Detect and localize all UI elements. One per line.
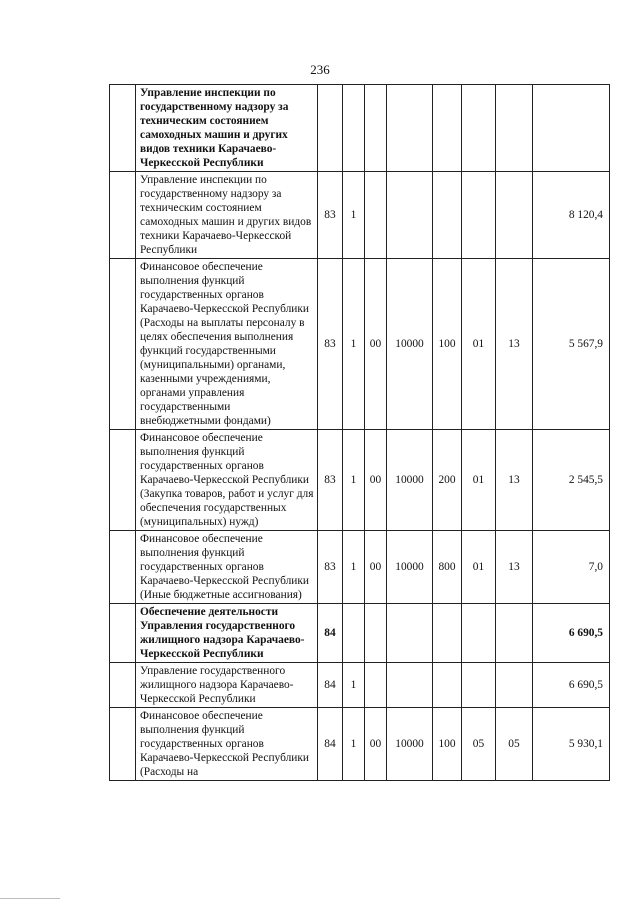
- amount-cell: 7,0: [533, 531, 610, 604]
- table-row: [110, 708, 610, 781]
- subdivision-code-cell: [496, 85, 533, 172]
- section-code-cell: 1: [343, 430, 365, 531]
- budget-table: [109, 84, 610, 781]
- program-code-cell: 00: [365, 531, 387, 604]
- table-row: [110, 259, 610, 430]
- division-code-cell: 01: [462, 259, 496, 430]
- amount-cell: 5 930,1: [533, 708, 610, 781]
- program-code-cell: [365, 172, 387, 259]
- name-cell: Финансовое обеспечение выполнения функций государственных органов Карачаево-Черкесской Республики (Расходы на выплаты персоналу в целях обеспечения выполнения функций государственными (муниципальными) органами, казенными учреждениями, органами управления государственными внебюджетными фондами): [136, 259, 318, 430]
- item-code-cell: [387, 604, 433, 663]
- item-code-cell: [387, 663, 433, 708]
- division-code-cell: 01: [462, 430, 496, 531]
- subdivision-code-cell: 13: [496, 430, 533, 531]
- admin-code-cell: 83: [318, 172, 343, 259]
- expense-type-cell: [433, 85, 462, 172]
- division-code-cell: [462, 604, 496, 663]
- section-code-cell: [343, 85, 365, 172]
- expense-type-cell: [433, 172, 462, 259]
- admin-code-cell: 83: [318, 531, 343, 604]
- item-code-cell: 10000: [387, 531, 433, 604]
- amount-cell: 6 690,5: [533, 604, 610, 663]
- division-code-cell: [462, 85, 496, 172]
- margin-cell: [110, 85, 136, 172]
- admin-code-cell: [318, 85, 343, 172]
- amount-cell: 8 120,4: [533, 172, 610, 259]
- table-row: [110, 604, 610, 663]
- name-cell: Финансовое обеспечение выполнения функций государственных органов Карачаево-Черкесской Республики (Иные бюджетные ассигнования): [136, 531, 318, 604]
- item-code-cell: 10000: [387, 708, 433, 781]
- admin-code-cell: 83: [318, 430, 343, 531]
- section-code-cell: 1: [343, 663, 365, 708]
- expense-type-cell: 100: [433, 259, 462, 430]
- division-code-cell: [462, 663, 496, 708]
- section-code-cell: [343, 604, 365, 663]
- subdivision-code-cell: [496, 172, 533, 259]
- division-code-cell: 05: [462, 708, 496, 781]
- admin-code-cell: 84: [318, 604, 343, 663]
- section-code-cell: 1: [343, 259, 365, 430]
- item-code-cell: 10000: [387, 430, 433, 531]
- amount-cell: 6 690,5: [533, 663, 610, 708]
- item-code-cell: [387, 172, 433, 259]
- subdivision-code-cell: 13: [496, 531, 533, 604]
- program-code-cell: 00: [365, 259, 387, 430]
- name-cell: Управление инспекции по государственному надзору за техническим состоянием самоходных машин и других видов техники Карачаево-Черкесской Республики: [136, 172, 318, 259]
- expense-type-cell: [433, 663, 462, 708]
- margin-cell: [110, 172, 136, 259]
- margin-cell: [110, 430, 136, 531]
- admin-code-cell: 84: [318, 708, 343, 781]
- name-cell: Управление инспекции по государственному надзору за техническим состоянием самоходных машин и других видов техники Карачаево-Черкесской Республики: [136, 85, 318, 172]
- margin-cell: [110, 663, 136, 708]
- admin-code-cell: 84: [318, 663, 343, 708]
- expense-type-cell: 200: [433, 430, 462, 531]
- amount-cell: 2 545,5: [533, 430, 610, 531]
- item-code-cell: [387, 85, 433, 172]
- name-cell: Финансовое обеспечение выполнения функций государственных органов Карачаево-Черкесской Республики (Расходы на: [136, 708, 318, 781]
- name-cell: Управление государственного жилищного надзора Карачаево-Черкесской Республики: [136, 663, 318, 708]
- amount-cell: 5 567,9: [533, 259, 610, 430]
- admin-code-cell: 83: [318, 259, 343, 430]
- division-code-cell: 01: [462, 531, 496, 604]
- table-row: [110, 663, 610, 708]
- scan-edge-mark: [0, 898, 60, 899]
- expense-type-cell: [433, 604, 462, 663]
- item-code-cell: 10000: [387, 259, 433, 430]
- section-code-cell: 1: [343, 708, 365, 781]
- section-code-cell: 1: [343, 172, 365, 259]
- division-code-cell: [462, 172, 496, 259]
- subdivision-code-cell: [496, 604, 533, 663]
- name-cell: Обеспечение деятельности Управления государственного жилищного надзора Карачаево-Черкесской Республики: [136, 604, 318, 663]
- margin-cell: [110, 604, 136, 663]
- subdivision-code-cell: [496, 663, 533, 708]
- page-number: 236: [310, 62, 330, 77]
- program-code-cell: 00: [365, 430, 387, 531]
- margin-cell: [110, 708, 136, 781]
- margin-cell: [110, 531, 136, 604]
- subdivision-code-cell: 05: [496, 708, 533, 781]
- amount-cell: [533, 85, 610, 172]
- margin-cell: [110, 259, 136, 430]
- program-code-cell: [365, 663, 387, 708]
- subdivision-code-cell: 13: [496, 259, 533, 430]
- section-code-cell: 1: [343, 531, 365, 604]
- table-row: [110, 430, 610, 531]
- program-code-cell: [365, 604, 387, 663]
- table-row: [110, 172, 610, 259]
- program-code-cell: 00: [365, 708, 387, 781]
- expense-type-cell: 100: [433, 708, 462, 781]
- program-code-cell: [365, 85, 387, 172]
- expense-type-cell: 800: [433, 531, 462, 604]
- table-row: [110, 85, 610, 172]
- name-cell: Финансовое обеспечение выполнения функций государственных органов Карачаево-Черкесской Республики (Закупка товаров, работ и услуг для обеспечения государственных (муниципальных) нужд): [136, 430, 318, 531]
- table-row: [110, 531, 610, 604]
